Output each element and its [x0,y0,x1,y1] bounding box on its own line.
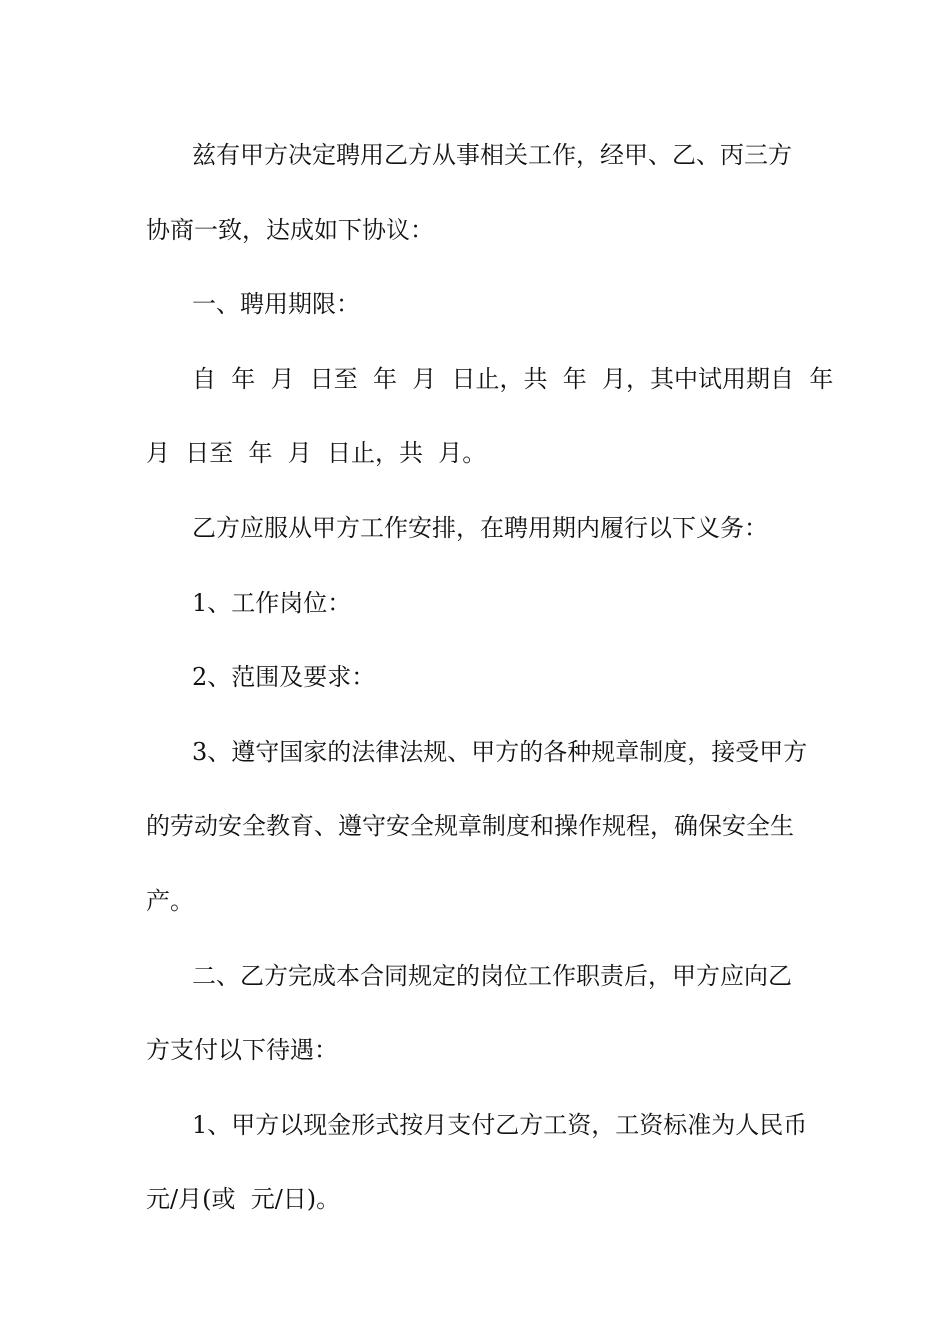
section-heading-compensation-line-2: 方支付以下待遇： [146,1036,338,1065]
section-heading-compensation-line-1: 二、乙方完成本合同规定的岗位工作职责后，甲方应向乙 [192,961,792,990]
item-job-position: 1、工作岗位： [192,588,352,617]
document-body [146,131,834,1250]
paragraph-term-line-2: 月 日至 年 月 日止，共 月。 [146,439,487,468]
item-scope-requirements: 2、范围及要求： [192,663,376,692]
item-compliance-line-1: 3、遵守国家的法律法规、甲方的各种规章制度，接受甲方 [192,737,808,766]
paragraph-obligations: 乙方应服从甲方工作安排，在聘用期内履行以下义务： [192,513,768,542]
section-heading-term: 一、聘用期限： [192,290,360,319]
item-salary-line-2: 元/月(或 元/日)。 [146,1185,341,1214]
item-compliance-line-2: 的劳动安全教育、遵守安全规章制度和操作规程，确保安全生 [146,812,794,841]
paragraph-intro-line-2: 协商一致，达成如下协议： [146,215,434,244]
item-salary-line-1: 1、甲方以现金形式按月支付乙方工资，工资标准为人民币 [192,1110,808,1139]
paragraph-intro-line-1: 兹有甲方决定聘用乙方从事相关工作，经甲、乙、丙三方 [192,141,792,169]
paragraph-term-line-1: 自 年 月 日至 年 月 日止，共 年 月，其中试用期自 年 [192,364,834,393]
item-compliance-line-3: 产。 [146,886,194,915]
